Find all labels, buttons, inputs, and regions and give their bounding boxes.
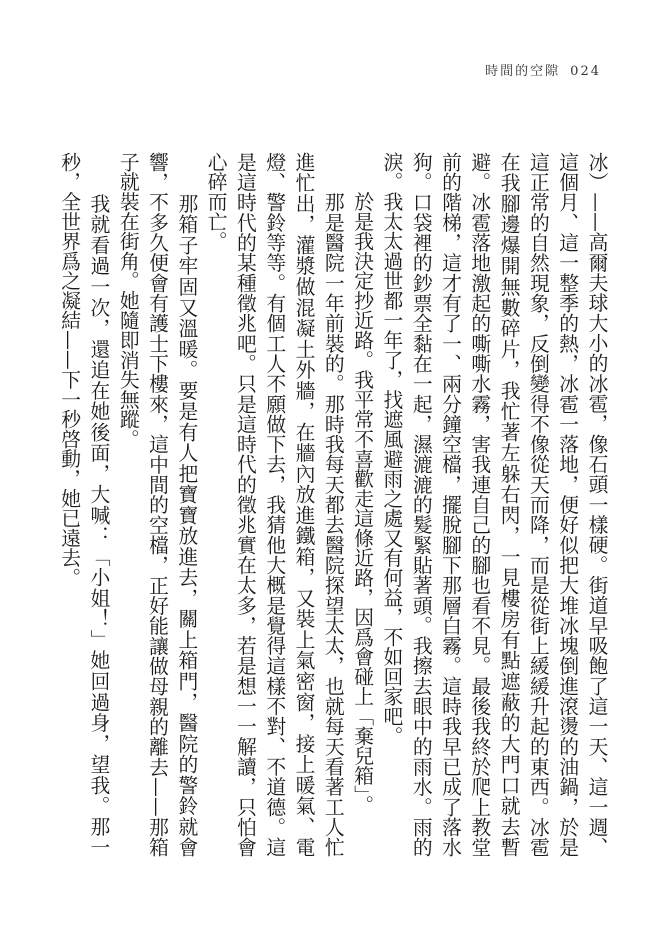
paragraph: 冰）——高爾夫球大小的冰雹，像石頭一樣硬。街道早吸飽了這一天、這一週、這個月、這一整季的熱，冰雹一落地，便好似把大堆冰塊倒進滾燙的油鍋，於是這正常的自然現象，反倒變得不像從天而降，而是從街上緩緩升起的東西。冰雹在我腳邊爆開無數碎片，我忙著左躲右閃，一見樓房有點遮蔽的大門口就去暫避。冰雹落地激起的嘶嘶水霧，害我連自己的腳也看不見。最後我終於爬上教堂前的階梯，這才有了一、兩分鐘空檔，擺脫腳下那層白霧。這時我早已成了落水狗。口袋裡的鈔票全黏在一起，濕漉漉的髮緊貼著頭。我擦去眼中的雨水。雨的淚。我太太過世都一年了，找遮風避雨之處又有何益，不如回家吧。 xyxy=(379,152,608,857)
book-title: 時間的空隙 xyxy=(485,64,561,79)
paragraph: 我就看過一次，還追在她後面，大喊：「小姐！」她回過身，望我。那一秒，全世界爲之凝結——下一秒啓動，她已遠去。 xyxy=(57,152,110,857)
paragraph: 於是我決定抄近路。我平常不喜歡走這條近路，因爲會碰上「棄兒箱」。 xyxy=(350,152,374,815)
running-header xyxy=(485,60,601,79)
paragraph: 那箱子牢固又溫暖。要是有人把寶寶放進去，關上箱門，醫院的警鈴就會響，不多久便會有護士下樓來，這中間的空檔，正好能讓做母親的離去——那箱子就裝在街角。她隨即消失無蹤。 xyxy=(116,152,198,857)
body-text xyxy=(41,152,611,857)
page-number: 024 xyxy=(570,64,601,79)
paragraph: 那是醫院一年前裝的。那時我每天都去醫院探望太太，也就每天看著工人忙進忙出，灌漿做混凝土外牆，在牆內放進鐵箱，又裝上氣密窗，接上暖氣、電燈、警鈴等等。有個工人不願做下去，我猜他大概是覺得這樣不對、不道德。這是這時代的某種徵兆吧。只是這時代的徵兆實在太多，若是想一一解讀，只怕會心碎而亡。 xyxy=(204,152,345,857)
